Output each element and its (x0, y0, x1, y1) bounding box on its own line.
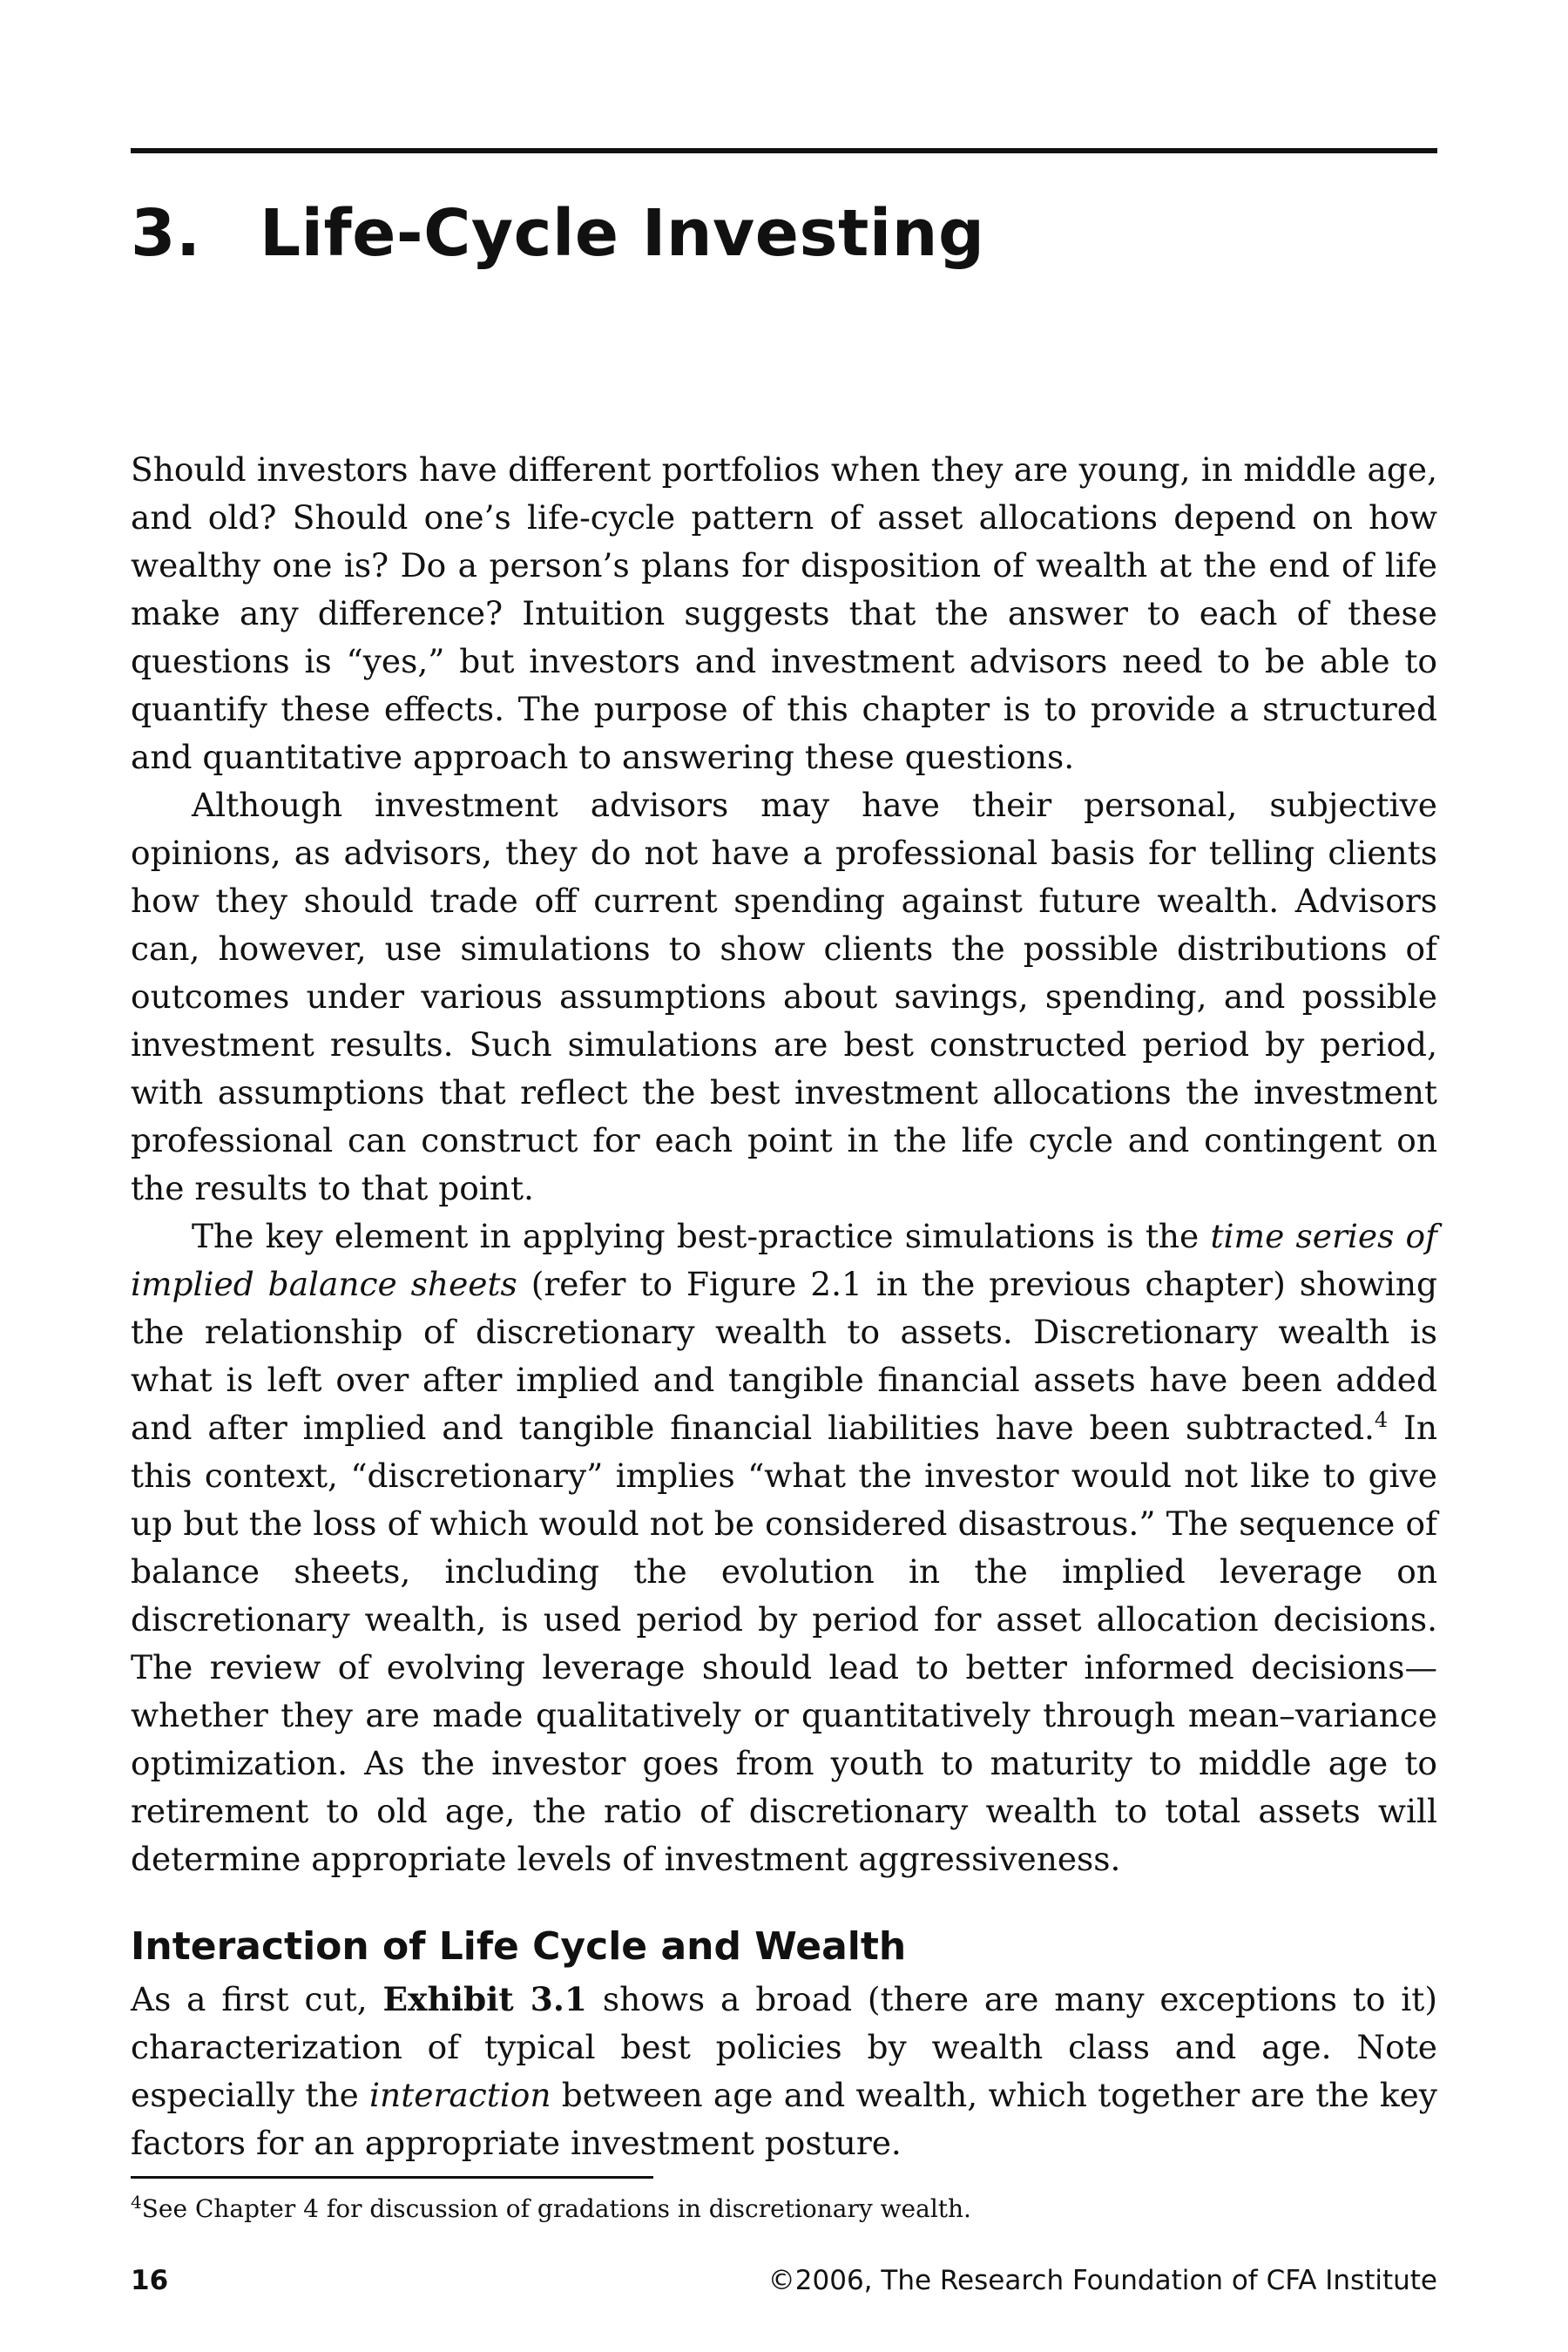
footnote-text: See Chapter 4 for discussion of gradations in discretionary wealth. (141, 2194, 971, 2223)
exhibit-reference: Exhibit 3.1 (382, 1980, 587, 2018)
section-paragraph-mid: shows a broad (there are many exceptions to it) characterization of typical best policies by wealth class and age. Note especially the (131, 1980, 1437, 2114)
paragraph-3-mid: (refer to Figure 2.1 in the previous chapter) showing the relationship of discretionary wealth to assets. Discretionary wealth is what is left over after implied and tangible financial assets have been added and after implied and tangible financial liabilities have been subtracted. (131, 1265, 1437, 1447)
paragraph-1: Should investors have different portfolios when they are young, in middle age, and old? Should one’s life-cycle pattern of asset allocations depend on how wealthy one is? Do a person’s plans for disposition of wealth at the end of life make any difference? Intuition suggests that the answer to each of these questions is “yes,” but investors and investment advisors need to be able to quantify these effects. The purpose of this chapter is to provide a structured and quantitative approach to answering these questions. (131, 450, 1437, 776)
chapter-title-text: Life-Cycle Investing (260, 196, 985, 271)
footnote (131, 2193, 1437, 2225)
section-heading: Interaction of Life Cycle and Wealth (131, 1924, 907, 1969)
paragraph-2: Although investment advisors may have their personal, subjective opinions, as advisors, they do not have a professional basis for telling clients how they should trade off current spending against future wealth. Advisors can, however, use simulations to show clients the possible distributions of outcomes under various assumptions about savings, spending, and possible investment results. Such simulations are best constructed period by period, with assumptions that reflect the best investment allocations the investment professional can construct for each point in the life cycle and contingent on the results to that point. (131, 786, 1437, 1207)
chapter-title (131, 196, 985, 271)
footnote-marker: 4 (131, 2192, 142, 2213)
top-rule-divider (131, 148, 1437, 153)
paragraph-3-rest: In this context, “discretionary” implies “what the investor would not like to give up but the loss of which would not be considered disastrous.” The sequence of balance sheets, including the evolution in the implied leverage on discretionary wealth, is used period by period for asset allocation decisions. The review of evolving leverage should lead to better informed decisions—whether they are made qualitatively or quantitatively through mean–variance optimization. As the investor goes from youth to maturity to middle age to retirement to old age, the ratio of discretionary wealth to total assets will determine appropriate levels of investment aggressiveness. (131, 1409, 1437, 1878)
paragraph-3-lead: The key element in applying best-practice simulations is the (192, 1217, 1211, 1255)
copyright-notice: ©2006, The Research Foundation of CFA Institute (767, 2265, 1437, 2296)
section-paragraph-lead: As a first cut, (131, 1980, 383, 2018)
paragraph-3 (131, 1213, 1437, 1883)
section-paragraph-emphasis: interaction (369, 2076, 551, 2114)
section-paragraph-rest: between age and wealth, which together are the key factors for an appropriate investment posture. (131, 2076, 1437, 2162)
footnote-rule-divider (131, 2176, 653, 2179)
body-text (131, 446, 1437, 2167)
chapter-number: 3. (131, 196, 201, 271)
section-paragraph (131, 1976, 1437, 2167)
paragraph-3-emphasis: time series of implied balance sheets (131, 1217, 1437, 1303)
page-number: 16 (131, 2265, 169, 2296)
footnote-reference: 4 (1374, 1408, 1389, 1432)
document-page (131, 0, 1437, 2352)
